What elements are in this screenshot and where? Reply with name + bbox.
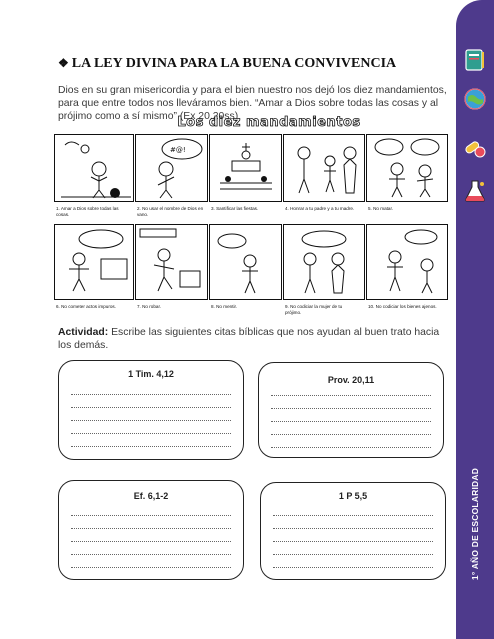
caption-3: 3. Santificar las fiestas.: [211, 206, 259, 211]
writing-line[interactable]: [273, 528, 433, 529]
illustration-parents-icon: [284, 135, 366, 203]
citation-box-4[interactable]: [260, 482, 446, 580]
caption-2: 2. No usar el nombre de Dios en vano.: [137, 206, 204, 217]
caption-8: 8. No mentir.: [211, 304, 238, 309]
illustration-lie-icon: [210, 225, 283, 301]
caption-9: 9. No codiciar la mujer de tu prójimo.: [285, 304, 343, 315]
illustration-impure-icon: [55, 225, 135, 301]
comic-panel-3: [209, 134, 282, 202]
writing-line[interactable]: [71, 446, 231, 447]
caption-4: 4. Honrar a tu padre y a tu madre.: [285, 206, 355, 211]
writing-line[interactable]: [271, 421, 431, 422]
caption-1: 1. Amar a Dios sobre todas las cosas.: [56, 206, 119, 217]
globe-icon: [462, 86, 488, 112]
illustration-fight-icon: [367, 135, 449, 203]
caption-5: 5. No matar.: [368, 206, 394, 211]
illustration-speak-icon: [136, 135, 209, 203]
writing-line[interactable]: [71, 407, 231, 408]
writing-line[interactable]: [271, 447, 431, 448]
grade-label: 1° AÑO DE ESCOLARIDAD: [470, 467, 480, 581]
page-title: ❖ LA LEY DIVINA PARA LA BUENA CONVIVENCIA: [58, 56, 397, 71]
writing-line[interactable]: [273, 541, 433, 542]
comic-panel-2: [135, 134, 208, 202]
writing-line[interactable]: [273, 567, 433, 568]
writing-line[interactable]: [271, 434, 431, 435]
writing-line[interactable]: [71, 528, 231, 529]
comic-panel-1: [54, 134, 134, 202]
comic-panel-5: [366, 134, 448, 202]
writing-line[interactable]: [71, 567, 231, 568]
comic-panel-10: [366, 224, 448, 300]
writing-line[interactable]: [71, 541, 231, 542]
activity-instructions: Actividad: Escribe las siguientes citas bíblicas que nos ayudan al buen trato hacia los demás.: [58, 327, 440, 351]
intro-paragraph: Dios en su gran misericordia y para el bien nuestro nos dejó los diez mandamientos, para que entre todos nos lleváramos bien. “Amar a Dios sobre todas las cosas y al prójimo como a sí mismo” (Ex 20,20ss): [58, 85, 447, 122]
citation-box-1[interactable]: [58, 360, 244, 460]
sidebar: [456, 0, 494, 639]
illustration-pray-icon: [55, 135, 135, 203]
comic-strip: [54, 114, 448, 314]
illustration-steal-icon: [136, 225, 209, 301]
svg-text:#@!: #@!: [170, 146, 186, 154]
writing-line[interactable]: [271, 408, 431, 409]
diamond-bullet-icon: ❖: [58, 56, 69, 70]
comic-panel-8: [209, 224, 282, 300]
writing-line[interactable]: [71, 433, 231, 434]
caption-6: 6. No cometer actos impuros.: [56, 304, 116, 309]
comic-panel-7: [135, 224, 208, 300]
citation-title: 1 P 5,5: [338, 491, 368, 501]
citation-title: 1 Tim. 4,12: [128, 369, 174, 379]
writing-line[interactable]: [271, 395, 431, 396]
caption-7: 7. No robar.: [137, 304, 162, 309]
flask-icon: [462, 178, 488, 204]
writing-line[interactable]: [71, 420, 231, 421]
caption-10: 10. No codiciar los bienes ajenos.: [368, 304, 437, 309]
writing-line[interactable]: [71, 554, 231, 555]
comic-panel-6: [54, 224, 134, 300]
book-icon: [462, 47, 488, 73]
citation-box-3[interactable]: [58, 480, 244, 580]
citation-title: Prov. 20,11: [327, 375, 375, 385]
activity-label: Actividad:: [58, 327, 109, 338]
pills-icon: [462, 135, 488, 161]
illustration-envy-icon: [367, 225, 449, 301]
writing-line[interactable]: [71, 515, 231, 516]
writing-line[interactable]: [71, 394, 231, 395]
citation-box-2[interactable]: [258, 362, 444, 458]
comic-title: Los diez mandamientos: [177, 115, 361, 130]
writing-line[interactable]: [273, 554, 433, 555]
illustration-church-icon: [210, 135, 283, 203]
writing-line[interactable]: [273, 515, 433, 516]
illustration-couple-icon: [284, 225, 366, 301]
comic-panel-4: [283, 134, 365, 202]
citation-title: Ef. 6,1-2: [133, 491, 169, 501]
comic-panel-9: [283, 224, 365, 300]
